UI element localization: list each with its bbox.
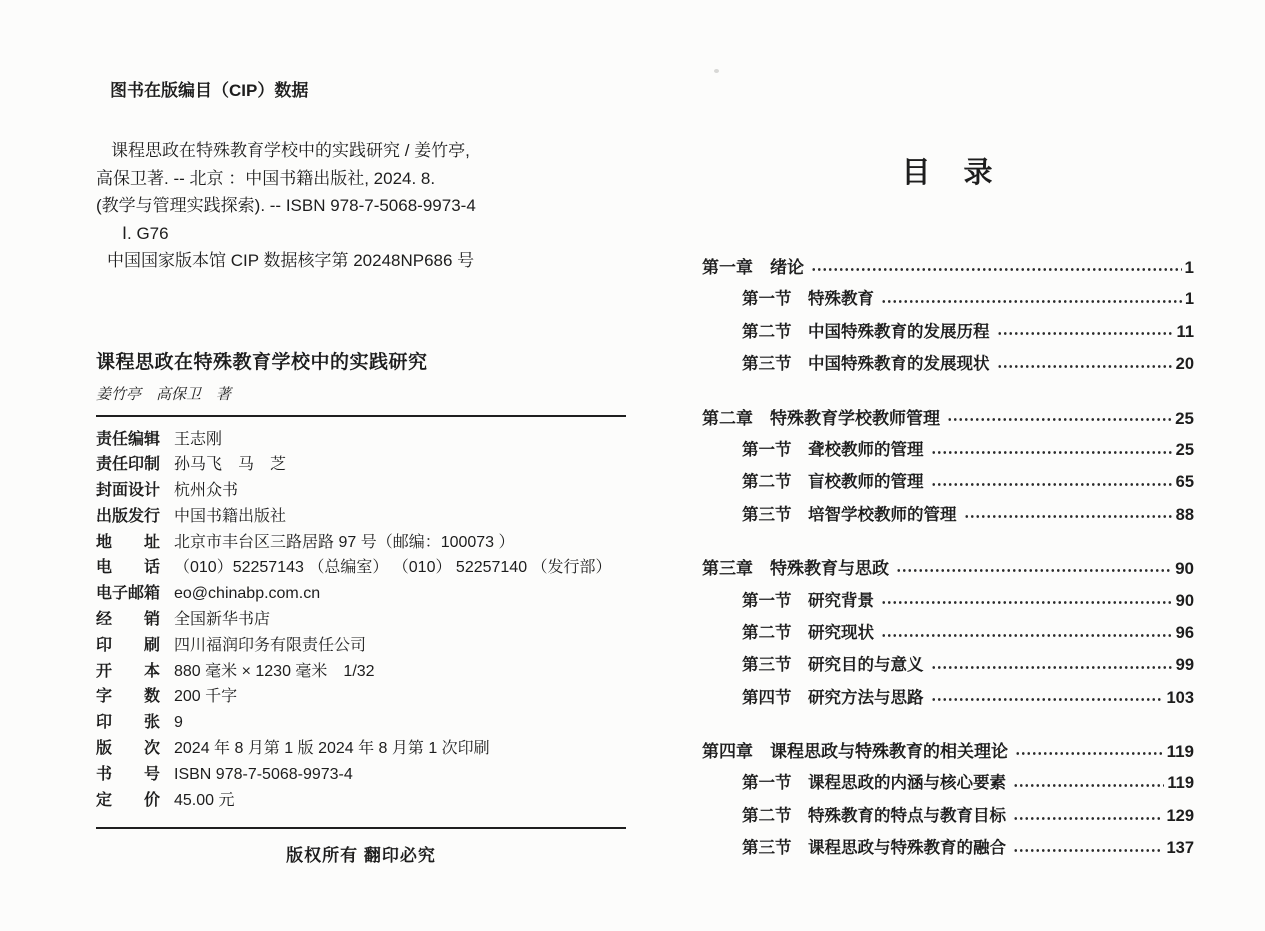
- toc-chapter-row: [702, 404, 1194, 436]
- toc-entry-title: 第二节 中国特殊教育的发展历程: [742, 322, 990, 341]
- colophon-label: 书 号: [96, 765, 161, 783]
- toc-section-row: [702, 587, 1194, 619]
- dot-leader: [997, 363, 1173, 370]
- toc-entry-title: 第三节 培智学校教师的管理: [742, 505, 957, 524]
- toc-chapter-row: [702, 253, 1194, 285]
- toc-page-number: 119: [1167, 774, 1194, 793]
- dot-leader: [931, 449, 1173, 456]
- colophon-label: 责任印制: [96, 456, 161, 474]
- colophon-row: [96, 710, 626, 736]
- colophon-row: [96, 504, 626, 530]
- dot-leader: [811, 266, 1182, 273]
- colophon-value: ISBN 978-7-5068-9973-4: [174, 765, 353, 783]
- colophon-row: [96, 788, 626, 814]
- colophon-label: 版 次: [96, 740, 161, 758]
- toc-section-row: [702, 501, 1194, 533]
- colophon-label: 开 本: [96, 662, 161, 680]
- cip-line: 课程思政在特殊教育学校中的实践研究 / 姜竹亭,: [111, 141, 470, 160]
- colophon-value: 王志刚: [174, 430, 223, 448]
- toc-entry-title: 第四节 研究方法与思路: [742, 688, 924, 707]
- colophon-value: eo@chinabp.com.cn: [174, 585, 321, 603]
- toc-page-number: 1: [1184, 258, 1194, 277]
- colophon-value: 四川福润印务有限责任公司: [174, 636, 367, 654]
- colophon-label: 电 话: [96, 559, 161, 577]
- colophon-row: [96, 555, 626, 581]
- colophon-value: 中国书籍出版社: [174, 507, 287, 525]
- colophon-row: [96, 736, 626, 762]
- toc-chapter-group: [702, 253, 1194, 383]
- dot-leader: [931, 481, 1173, 488]
- colophon-value: 北京市丰台区三路居路 97 号（邮编：100073 ）: [174, 533, 515, 551]
- dot-leader: [964, 513, 1173, 520]
- toc-section-row: [702, 285, 1194, 317]
- dot-leader: [1013, 847, 1163, 854]
- dot-leader: [997, 330, 1174, 337]
- toc-page: [702, 150, 1194, 888]
- divider-rule-bottom: [96, 827, 626, 829]
- dot-leader: [881, 632, 1173, 639]
- toc-entry-title: 第三章 特殊教育与思政: [702, 559, 889, 579]
- toc-entry-title: 第四章 课程思政与特殊教育的相关理论: [702, 742, 1008, 762]
- dot-leader: [931, 696, 1164, 703]
- toc-entry-title: 第一节 课程思政的内涵与核心要素: [742, 774, 1006, 793]
- toc-entry-title: 第三节 中国特殊教育的发展现状: [742, 355, 990, 374]
- toc-body: [702, 253, 1194, 867]
- colophon-row: [96, 659, 626, 685]
- colophon-label: 出版发行: [96, 507, 161, 525]
- toc-page-number: 103: [1166, 688, 1194, 707]
- dot-leader: [881, 298, 1182, 305]
- toc-page-number: 90: [1175, 559, 1194, 579]
- toc-entry-title: 第二节 盲校教师的管理: [742, 473, 924, 492]
- divider-rule-top: [96, 415, 626, 417]
- book-title: 课程思政在特殊教育学校中的实践研究: [96, 351, 428, 373]
- toc-entry-title: 第二节 特殊教育的特点与教育目标: [742, 806, 1006, 825]
- toc-section-row: [702, 834, 1194, 866]
- cip-line: 高保卫著. -- 北京 ：中国书籍出版社, 2024. 8.: [96, 168, 436, 188]
- toc-page-number: 137: [1166, 839, 1194, 858]
- toc-page-number: 65: [1175, 473, 1194, 492]
- toc-page-number: 25: [1175, 408, 1194, 428]
- toc-chapter-group: [702, 737, 1194, 867]
- toc-chapter-group: [702, 404, 1194, 534]
- colophon-value: 9: [174, 714, 183, 732]
- toc-page-number: 25: [1175, 440, 1194, 459]
- cip-line: (教学与管理实践探索). -- ISBN 978-7-5068-9973-4: [96, 196, 476, 215]
- dot-leader: [1013, 782, 1164, 789]
- colophon-value: 45.00 元: [174, 791, 235, 809]
- toc-title: 目 录: [901, 157, 995, 189]
- toc-page-number: 11: [1176, 322, 1194, 341]
- toc-page-number: 20: [1175, 355, 1194, 374]
- colophon-row: [96, 427, 626, 453]
- book-authors: 姜竹亭 高保卫 著: [96, 386, 232, 403]
- colophon-value: 2024 年 8 月第 1 版 2024 年 8 月第 1 次印刷: [174, 740, 490, 758]
- cip-header: 图书在版编目（CIP）数据: [110, 81, 309, 100]
- scan-artifact: [714, 69, 719, 73]
- toc-chapter-row: [702, 554, 1194, 586]
- toc-entry-title: 第一节 聋校教师的管理: [742, 440, 924, 459]
- colophon: [96, 427, 626, 814]
- copyright-notice: 版权所有 翻印必究: [286, 846, 436, 866]
- toc-section-row: [702, 802, 1194, 834]
- toc-page-number: 1: [1184, 290, 1194, 309]
- colophon-row: [96, 452, 626, 478]
- colophon-label: 封面设计: [96, 482, 161, 500]
- toc-page-number: 96: [1175, 623, 1194, 642]
- colophon-row: [96, 633, 626, 659]
- colophon-value: （010）52257143 （总编室） （010） 52257140 （发行部）: [174, 559, 612, 577]
- colophon-value: 孙马飞 马 芝: [174, 456, 287, 474]
- colophon-label: 印 刷: [96, 636, 161, 654]
- dot-leader: [1015, 750, 1164, 757]
- colophon-row: [96, 684, 626, 710]
- colophon-label: 印 张: [96, 714, 161, 732]
- toc-section-row: [702, 350, 1194, 382]
- copyright-page: [96, 76, 626, 866]
- toc-entry-title: 第一节 研究背景: [742, 591, 874, 610]
- toc-section-row: [702, 769, 1194, 801]
- colophon-row: [96, 581, 626, 607]
- toc-section-row: [702, 684, 1194, 716]
- colophon-label: 经 销: [96, 611, 161, 629]
- toc-entry-title: 第一节 特殊教育: [742, 290, 874, 309]
- toc-page-number: 119: [1166, 742, 1194, 762]
- colophon-row: [96, 762, 626, 788]
- toc-section-row: [702, 436, 1194, 468]
- toc-entry-title: 第三节 研究目的与意义: [742, 656, 924, 675]
- toc-section-row: [702, 651, 1194, 683]
- dot-leader: [1013, 815, 1163, 822]
- cip-line: Ⅰ. G76: [122, 223, 169, 243]
- colophon-value: 全国新华书店: [174, 611, 271, 629]
- toc-page-number: 90: [1175, 591, 1194, 610]
- colophon-label: 电子邮箱: [96, 585, 161, 603]
- toc-entry-title: 第一章 绪论: [702, 258, 804, 277]
- toc-entry-title: 第二章 特殊教育学校教师管理: [702, 408, 940, 428]
- toc-page-number: 99: [1175, 656, 1194, 675]
- cip-line: 中国国家版本馆 CIP 数据核字第 20248NP686 号: [107, 251, 475, 270]
- colophon-row: [96, 478, 626, 504]
- colophon-value: 杭州众书: [174, 482, 239, 500]
- dot-leader: [881, 599, 1173, 606]
- colophon-row: [96, 607, 626, 633]
- toc-section-row: [702, 468, 1194, 500]
- dot-leader: [947, 416, 1172, 423]
- toc-chapter-group: [702, 554, 1194, 716]
- toc-section-row: [702, 619, 1194, 651]
- toc-section-row: [702, 318, 1194, 350]
- toc-page-number: 88: [1175, 505, 1194, 524]
- cip-block: [96, 137, 626, 275]
- colophon-row: [96, 530, 626, 556]
- colophon-value: 200 千字: [174, 688, 238, 706]
- toc-page-number: 129: [1166, 806, 1194, 825]
- colophon-label: 责任编辑: [96, 430, 161, 448]
- colophon-value: 880 毫米 × 1230 毫米 1/32: [174, 662, 375, 680]
- dot-leader: [931, 664, 1173, 671]
- toc-entry-title: 第二节 研究现状: [742, 623, 874, 642]
- toc-chapter-row: [702, 737, 1194, 769]
- dot-leader: [896, 567, 1172, 574]
- colophon-label: 定 价: [96, 791, 161, 809]
- toc-entry-title: 第三节 课程思政与特殊教育的融合: [742, 839, 1006, 858]
- colophon-label: 地 址: [96, 533, 161, 551]
- colophon-label: 字 数: [96, 688, 161, 706]
